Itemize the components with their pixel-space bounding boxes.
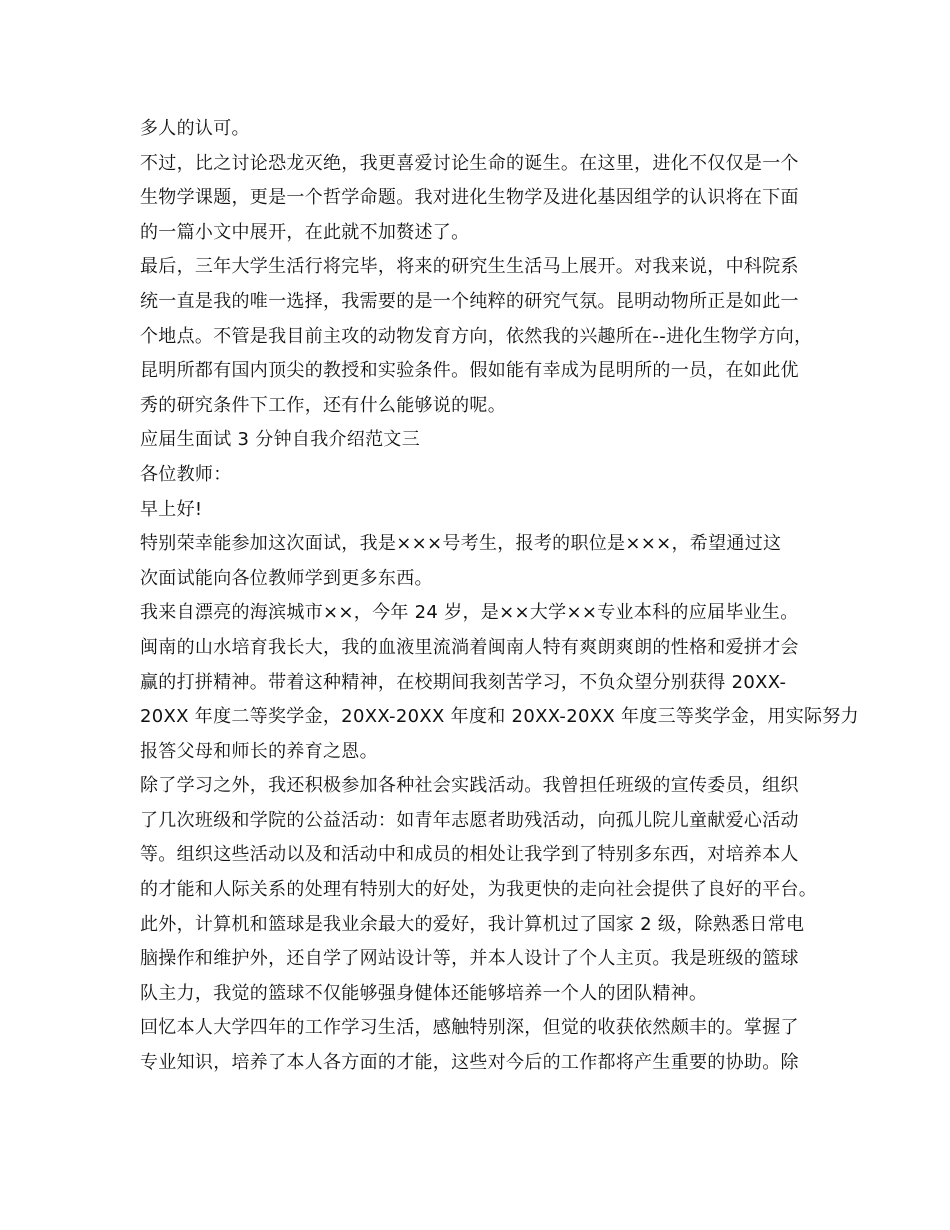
- text-line: 赢的打拼精神。带着这种精神，在校期间我刻苦学习，不负众望分别获得 20XX-: [140, 671, 787, 693]
- text-line: 专业知识，培养了本人各方面的才能，这些对今后的工作都将产生重要的协助。除: [140, 1052, 799, 1074]
- text-line: 次面试能向各位教师学到更多东西。: [140, 567, 433, 589]
- text-line: 回忆本人大学四年的工作学习生活，感触特别深，但觉的收获依然颇丰的。掌握了: [140, 1017, 799, 1039]
- text-line: 报答父母和师长的养育之恩。: [140, 740, 378, 762]
- text-line: 闽南的山水培育我长大，我的血液里流淌着闽南人特有爽朗爽朗的性格和爱拼才会: [140, 636, 799, 658]
- text-line: 的才能和人际关系的处理有特别大的好处，为我更快的走向社会提供了良好的平台。: [140, 879, 818, 901]
- section-heading: 应届生面试 3 分钟自我介绍范文三: [140, 429, 420, 451]
- text-line: 多人的认可。: [140, 118, 250, 139]
- text-line: 昆明所都有国内顶尖的教授和实验条件。假如能有幸成为昆明所的一员，在如此优: [140, 360, 799, 382]
- text-line: 最后，三年大学生活行将完毕，将来的研究生生活马上展开。对我来说，中科院系: [140, 256, 799, 278]
- text-line: 除了学习之外，我还积极参加各种社会实践活动。我曾担任班级的宣传委员，组织: [140, 775, 799, 797]
- text-line: 个地点。不管是我目前主攻的动物发育方向，依然我的兴趣所在--进化生物学方向，: [140, 325, 813, 347]
- text-line: 不过，比之讨论恐龙灭绝，我更喜爱讨论生命的诞生。在这里，进化不仅仅是一个: [140, 152, 799, 174]
- text-line: 我来自漂亮的海滨城市××，今年 24 岁，是××大学××专业本科的应届毕业生。: [140, 602, 799, 624]
- text-line: 脑操作和维护外，还自学了网站设计等，并本人设计了个人主页。我是班级的篮球: [140, 948, 799, 970]
- greeting: 早上好!: [140, 498, 203, 520]
- salutation: 各位教师：: [140, 463, 232, 485]
- text-line: 等。组织这些活动以及和活动中和成员的相处让我学到了特别多东西，对培养本人: [140, 844, 799, 866]
- text-line: 秀的研究条件下工作，还有什么能够说的呢。: [140, 394, 506, 416]
- text-line: 的一篇小文中展开，在此就不加赘述了。: [140, 221, 470, 243]
- text-line: 统一直是我的唯一选择，我需要的是一个纯粹的研究气氛。昆明动物所正是如此一: [140, 290, 799, 312]
- text-line: 20XX 年度二等奖学金，20XX-20XX 年度和 20XX-20XX 年度三等奖学金，用实际努力: [140, 706, 859, 728]
- text-line: 队主力，我觉的篮球不仅能够强身健体还能够培养一个人的团队精神。: [140, 982, 708, 1004]
- text-line: 特别荣幸能参加这次面试，我是×××号考生，报考的职位是×××，希望通过这: [140, 533, 782, 555]
- text-line: 了几次班级和学院的公益活动：如青年志愿者助残活动，向孤儿院儿童献爱心活动: [140, 809, 799, 831]
- text-line: 生物学课题，更是一个哲学命题。我对进化生物学及进化基因组学的认识将在下面: [140, 187, 799, 209]
- document-body: [140, 112, 859, 1081]
- text-line: 此外，计算机和篮球是我业余最大的爱好，我计算机过了国家 2 级，除熟悉日常电: [140, 913, 805, 935]
